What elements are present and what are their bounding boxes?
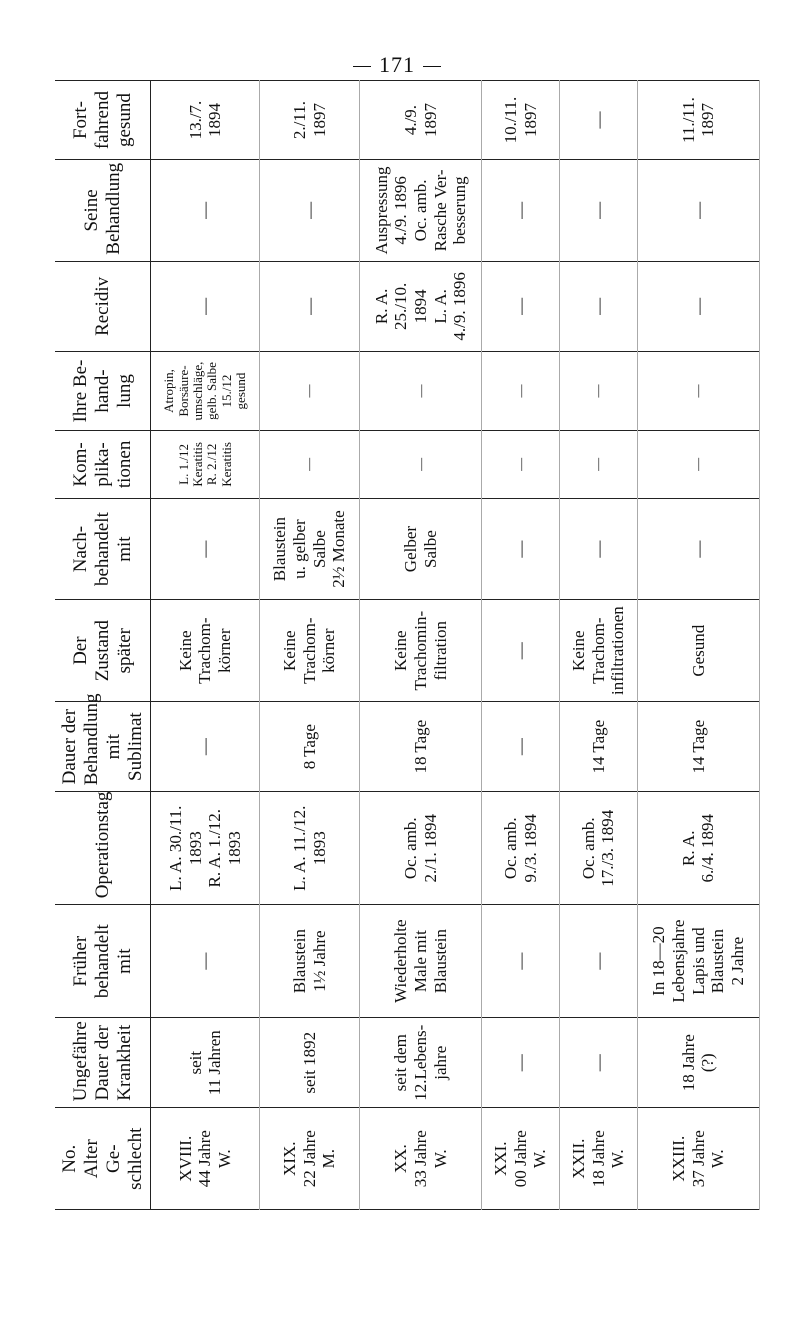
table-cell: Oc. amb. 17./3. 1894 (560, 792, 638, 905)
table-row (637, 81, 759, 1210)
table-cell: — (482, 431, 560, 499)
column-header: Ihre Be- hand- lung (55, 352, 151, 431)
column-header: No. Alter Ge- schlecht (55, 1108, 151, 1210)
table-cell: XXII. 18 Jahre W. (560, 1108, 638, 1210)
table-row (560, 81, 638, 1210)
table-cell: — (482, 905, 560, 1018)
header-row (55, 81, 151, 1210)
table-cell: XX. 33 Jahre W. (360, 1108, 482, 1210)
table-cell: — (560, 905, 638, 1018)
table-cell: seit dem 12.Lebens- jahre (360, 1018, 482, 1108)
table-cell: — (637, 160, 759, 262)
table-cell: XXIII. 37 Jahre W. (637, 1108, 759, 1210)
table-cell: — (482, 701, 560, 791)
table-cell: — (482, 498, 560, 600)
table-cell: 8 Tage (260, 701, 360, 791)
table-row (360, 81, 482, 1210)
table-cell: — (151, 261, 260, 351)
column-header: Kom- plika- tionen (55, 431, 151, 499)
table-cell: — (560, 498, 638, 600)
table-cell: — (482, 160, 560, 262)
table-cell: — (637, 261, 759, 351)
table-cell: L. 1./12 Keratitis R. 2./12 Keratitis (151, 431, 260, 499)
table-cell: — (260, 160, 360, 262)
table-cell: Oc. amb. 9./3. 1894 (482, 792, 560, 905)
table-cell: XVIII. 44 Jahre W. (151, 1108, 260, 1210)
table-cell: seit 1892 (260, 1018, 360, 1108)
table-cell: — (260, 431, 360, 499)
table-cell: seit 11 Jahren (151, 1018, 260, 1108)
column-header: Recidiv (55, 261, 151, 351)
table-row (151, 81, 260, 1210)
table-cell: L. A. 11./12. 1893 (260, 792, 360, 905)
table-cell: R. A. 6./4. 1894 (637, 792, 759, 905)
table-cell: — (560, 261, 638, 351)
table-cell: — (560, 431, 638, 499)
table-cell: L. A. 30./11. 1893 R. A. 1./12. 1893 (151, 792, 260, 905)
column-header: Der Zustand später (55, 600, 151, 702)
table-cell: — (151, 160, 260, 262)
table-cell: R. A. 25./10. 1894 L. A. 4./9. 1896 (360, 261, 482, 351)
table-cell: 11./11. 1897 (637, 81, 759, 160)
table-cell: — (260, 352, 360, 431)
table-cell: — (151, 498, 260, 600)
table-cell: Wiederholte Male mit Blaustein (360, 905, 482, 1018)
table-cell: Auspressung 4./9. 1896 Oc. amb. Rasche Ver- besserung (360, 160, 482, 262)
table-row (482, 81, 560, 1210)
table-cell: — (482, 1018, 560, 1108)
table-cell: — (482, 352, 560, 431)
column-header: Ungefähre Dauer der Krankheit (55, 1018, 151, 1108)
table-cell: XXI. 00 Jahre W. (482, 1108, 560, 1210)
table-cell: 2./11. 1897 (260, 81, 360, 160)
column-header: Dauer der Behandlung mit Sublimat (55, 701, 151, 791)
table-cell: — (637, 431, 759, 499)
table-cell: 18 Jahre (?) (637, 1018, 759, 1108)
table-cell: — (360, 352, 482, 431)
column-header: Operationstag (55, 792, 151, 905)
table-row (260, 81, 360, 1210)
table-cell: — (560, 160, 638, 262)
table-cell: Keine Trachom- körner (260, 600, 360, 702)
table-cell: Keine Trachom- infiltrationen (560, 600, 638, 702)
table-cell: 14 Tage (637, 701, 759, 791)
table-cell: — (637, 352, 759, 431)
table-cell: — (560, 81, 638, 160)
table-cell: — (151, 905, 260, 1018)
table-cell: Keine Trachom- körner (151, 600, 260, 702)
column-header: Seine Behandlung (55, 160, 151, 262)
table-cell: — (560, 352, 638, 431)
column-header: Nach- behandelt mit (55, 498, 151, 600)
rotated-table-container (55, 80, 760, 1210)
table-cell: — (260, 261, 360, 351)
table-cell: — (151, 701, 260, 791)
patient-table (55, 80, 760, 1210)
table-cell: XIX. 22 Jahre M. (260, 1108, 360, 1210)
table-cell: Gelber Salbe (360, 498, 482, 600)
page-number: 171 (345, 52, 449, 78)
table-cell: In 18—20 Lebensjahre Lapis und Blaustein 2 Jahre (637, 905, 759, 1018)
table-cell: 14 Tage (560, 701, 638, 791)
table-cell: Blaustein u. gelber Salbe 2½ Monate (260, 498, 360, 600)
table-cell: Atropin, Borsäure- umschläge, gelb. Salbe 15./12 gesund (151, 352, 260, 431)
table-cell: — (560, 1018, 638, 1108)
table-cell: — (637, 498, 759, 600)
table-cell: 13./7. 1894 (151, 81, 260, 160)
column-header: Früher behandelt mit (55, 905, 151, 1018)
table-cell: Keine Trachomin- filtration (360, 600, 482, 702)
table-cell: — (482, 261, 560, 351)
table-body (151, 81, 760, 1210)
column-header: Fort- fahrend gesund (55, 81, 151, 160)
table-cell: Blaustein 1½ Jahre (260, 905, 360, 1018)
table-cell: 10./11. 1897 (482, 81, 560, 160)
table-cell: 4./9. 1897 (360, 81, 482, 160)
table-cell: — (482, 600, 560, 702)
table-cell: Gesund (637, 600, 759, 702)
table-cell: 18 Tage (360, 701, 482, 791)
table-cell: — (360, 431, 482, 499)
table-cell: Oc. amb. 2./1. 1894 (360, 792, 482, 905)
